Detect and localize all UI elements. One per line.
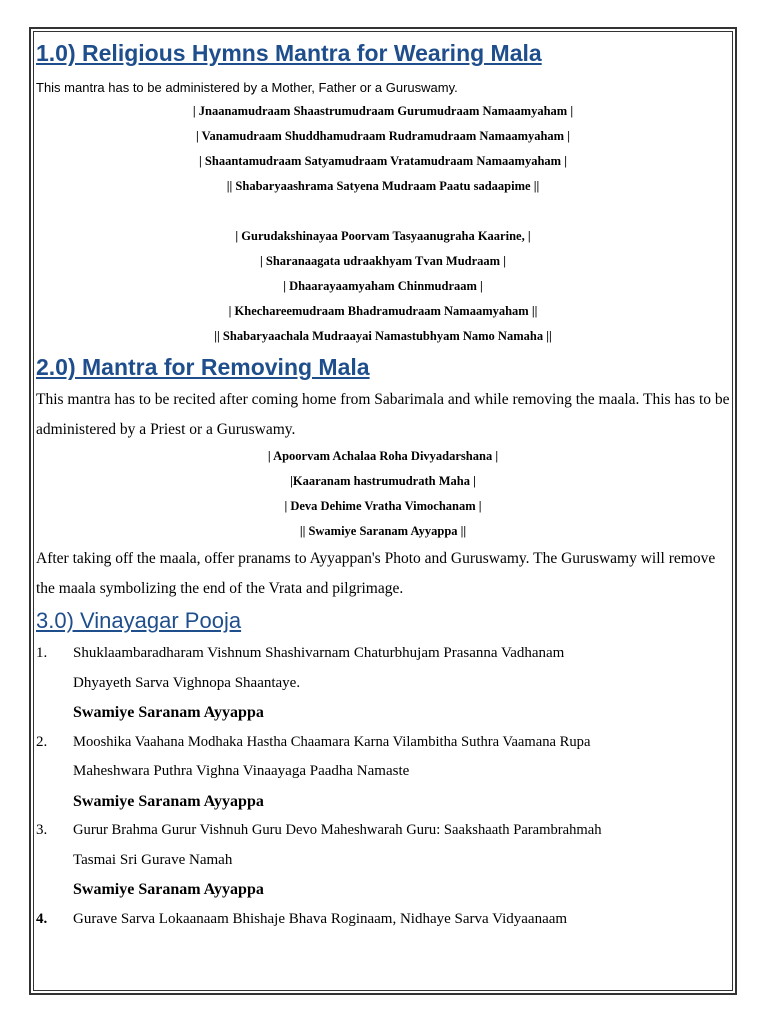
- list-number: 3.: [36, 822, 48, 838]
- verse-line: | Dhaarayaamyaham Chinmudraam |: [283, 279, 483, 293]
- section-1-verses-b: [36, 224, 730, 349]
- verse-line: |Kaaranam hastrumudrath Maha |: [290, 474, 476, 488]
- verse-line: | Vanamudraam Shuddhamudraam Rudramudraam Namaamyaham |: [196, 129, 570, 143]
- section-1-verses-a: [36, 99, 730, 199]
- verse-line: | Khechareemudraam Bhadramudraam Namaamyaham ||: [228, 304, 538, 318]
- section-3-heading: 3.0) Vinayagar Pooja: [36, 608, 242, 633]
- list-line: Maheshwara Puthra Vighna Vinaayaga Paadha Namaste: [73, 763, 410, 779]
- list-number: 4.: [36, 910, 48, 927]
- list-line: Gurave Sarva Lokaanaam Bhishaje Bhava Roginaam, Nidhaye Sarva Vidyaanaam: [73, 910, 568, 927]
- list-item: [36, 905, 730, 935]
- section-1-intro: This mantra has to be administered by a Mother, Father or a Guruswamy.: [36, 80, 458, 95]
- refrain: Swamiye Saranam Ayyappa: [73, 881, 264, 898]
- section-2-heading: 2.0) Mantra for Removing Mala: [36, 354, 370, 380]
- verse-line: | Shaantamudraam Satyamudraam Vratamudraam Namaamyaham |: [199, 154, 567, 168]
- verse-line: | Deva Dehime Vratha Vimochanam |: [284, 499, 482, 513]
- list-number: 1.: [36, 645, 48, 661]
- refrain: Swamiye Saranam Ayyappa: [73, 704, 264, 721]
- list-line: Gurur Brahma Gurur Vishnuh Guru Devo Maheshwarah Guru: Saakshaath Parambrahmah: [73, 822, 602, 838]
- section-1-heading: 1.0) Religious Hymns Mantra for Wearing Mala: [36, 40, 542, 66]
- list-item: [36, 639, 730, 698]
- list-line: Dhyayeth Sarva Vighnopa Shaantaye.: [73, 674, 301, 691]
- refrain: Swamiye Saranam Ayyappa: [73, 792, 264, 810]
- verse-line: | Sharanaagata udraakhyam Tvan Mudraam |: [260, 254, 506, 268]
- verse-line: | Gurudakshinayaa Poorvam Tasyaanugraha Kaarine, |: [235, 229, 531, 243]
- spacer: [36, 199, 730, 224]
- section-2-after: After taking off the maala, offer pranams to Ayyappan's Photo and Guruswamy. The Guruswamy will remove the maala symbolizing the end of the Vrata and pilgrimage.: [36, 550, 716, 597]
- section-2-verses: [36, 444, 730, 544]
- section-2-intro: This mantra has to be recited after coming home from Sabarimala and while removing the maala. This has to be administered by a Priest or a Guruswamy.: [36, 391, 730, 438]
- list-line: Mooshika Vaahana Modhaka Hastha Chaamara Karna Vilambitha Suthra Vaamana Rupa: [73, 733, 591, 750]
- verse-line: || Swamiye Saranam Ayyappa ||: [299, 524, 467, 538]
- verse-line: || Shabaryaashrama Satyena Mudraam Paatu sadaapime ||: [226, 179, 540, 193]
- verse-line: || Shabaryaachala Mudraayai Namastubhyam Namo Namaha ||: [214, 329, 552, 343]
- list-item: [36, 816, 730, 875]
- section-3-list: [36, 639, 730, 934]
- document-body: [36, 36, 730, 934]
- list-item: [36, 728, 730, 787]
- verse-line: | Jnaanamudraam Shaastrumudraam Gurumudraam Namaamyaham |: [192, 104, 574, 118]
- list-number: 2.: [36, 733, 48, 750]
- verse-line: | Apoorvam Achalaa Roha Divyadarshana |: [267, 449, 499, 463]
- list-line: Tasmai Sri Gurave Namah: [73, 851, 233, 868]
- list-line: Shuklaambaradharam Vishnum Shashivarnam Chaturbhujam Prasanna Vadhanam: [73, 645, 565, 661]
